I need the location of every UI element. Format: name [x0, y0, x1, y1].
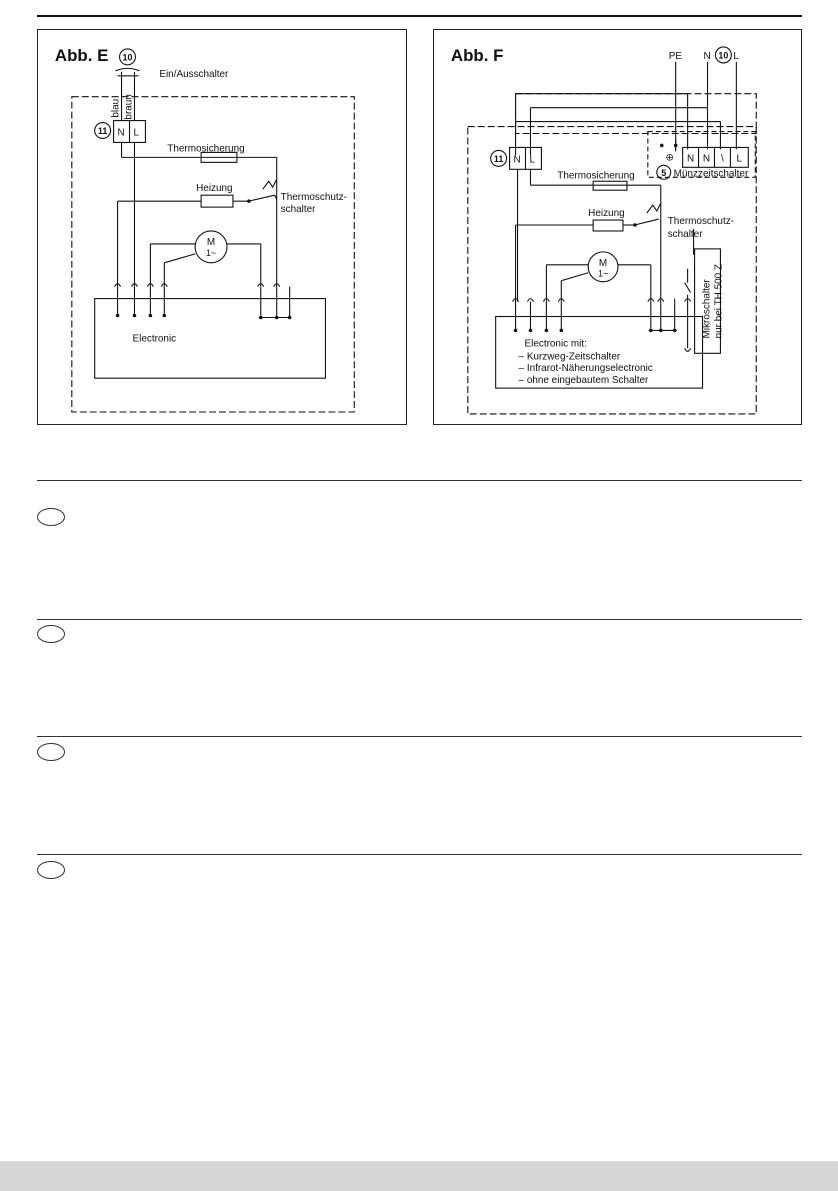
coin-terminal-3: \ [721, 153, 724, 165]
electronic-item-3: – ohne eingebautem Schalter [518, 375, 649, 387]
top-rule [37, 15, 802, 17]
section-divider-3 [37, 736, 802, 737]
section-divider-2 [37, 619, 802, 620]
wire-blue-label: blau [110, 98, 122, 118]
language-marker-1 [37, 508, 65, 526]
heater-f [593, 220, 623, 231]
motor-label-1: M [206, 236, 216, 248]
footer-bar [0, 1161, 838, 1191]
terminal-l: L [133, 127, 140, 139]
language-marker-3 [37, 743, 65, 761]
coin-terminal-1: N [687, 153, 695, 165]
heater-label: Heizung [588, 208, 625, 220]
n-label: N [703, 50, 711, 62]
thermal-switch-label-1: Thermoschutz- [667, 216, 735, 228]
heater-e [201, 195, 233, 207]
thermal-switch-label-2: schalter [280, 204, 316, 216]
electronic-item-2: – Infrarot-Näherungselectronic [518, 363, 653, 375]
language-marker-4 [37, 861, 65, 879]
earth-symbol: ⊕ [665, 152, 674, 164]
thermal-switch-label-2: schalter [667, 228, 703, 240]
motor-label-2: 1~ [205, 247, 217, 258]
coin-label: Münzzeitschalter [673, 168, 749, 180]
section-divider-4 [37, 854, 802, 855]
switch-label: Ein/Ausschalter [159, 68, 229, 80]
thermal-switch-label-1: Thermoschutz- [280, 192, 347, 204]
figure-f-diagram [434, 30, 801, 424]
figure-e-title: Abb. E [54, 45, 109, 65]
terminal-n: N [117, 127, 125, 139]
electronic-heading: Electronic mit: [524, 338, 587, 350]
language-marker-2 [37, 625, 65, 643]
figure-f-title: Abb. F [450, 45, 504, 65]
wire-brown-label: braun [123, 94, 135, 120]
motor-label-2: 1~ [597, 268, 609, 279]
coin-terminal-2: N [702, 153, 711, 165]
motor-label-1: M [598, 257, 608, 269]
terminal-number: 11 [97, 126, 108, 137]
figure-e-diagram [38, 30, 406, 424]
coin-terminal-4: L [736, 153, 743, 165]
electronic-item-1: – Kurzweg-Zeitschalter [518, 351, 621, 363]
pe-label: PE [668, 50, 682, 62]
figure-e-panel [37, 29, 407, 425]
micro-switch-label-1: Mikroschalter [701, 279, 713, 339]
electronic-label: Electronic [132, 333, 177, 345]
switch-number: 10 [122, 52, 133, 63]
terminal-n: N [513, 154, 521, 166]
electronic-box-e [95, 299, 326, 379]
micro-switch-label-2: nur bei TH 500 Z [713, 264, 725, 339]
heater-label: Heizung [196, 183, 233, 195]
fuse-label: Thermosicherung [557, 170, 635, 182]
figure-f-panel [433, 29, 802, 425]
terminal-number: 11 [493, 153, 504, 164]
supply-number: 10 [718, 50, 729, 61]
fuse-label: Thermosicherung [167, 143, 245, 155]
terminal-l: L [529, 154, 536, 166]
l-label: L [733, 50, 739, 62]
coin-number: 5 [661, 167, 667, 178]
section-divider-1 [37, 480, 802, 481]
